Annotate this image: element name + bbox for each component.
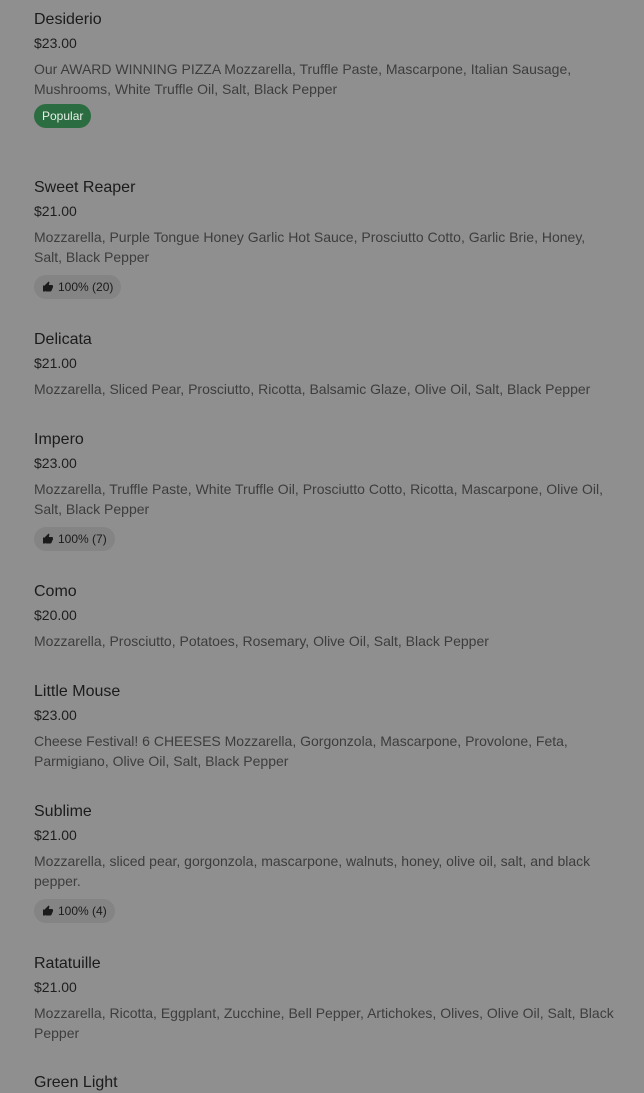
item-name: Delicata (34, 331, 92, 348)
item-price: $21.00 (34, 203, 77, 219)
thumbs-up-icon (42, 281, 54, 293)
item-price: $20.00 (34, 607, 77, 623)
menu-item-sweet-reaper[interactable] (34, 178, 614, 299)
menu-item-impero[interactable] (34, 430, 614, 551)
thumbs-up-icon (42, 905, 54, 917)
popular-badge: Popular (34, 104, 91, 128)
item-description: Mozzarella, Purple Tongue Honey Garlic Hot Sauce, Prosciutto Cotto, Garlic Brie, Honey, Salt, Black Pepper (34, 229, 586, 265)
item-description: Cheese Festival! 6 CHEESES Mozzarella, Gorgonzola, Mascarpone, Provolone, Feta, Parmigiano, Olive Oil, Salt, Black Pepper (34, 733, 568, 769)
item-price: $21.00 (34, 979, 77, 995)
menu-item-delicata[interactable] (34, 330, 614, 399)
menu-item-green-light[interactable] (34, 1073, 614, 1093)
item-description: Mozzarella, Truffle Paste, White Truffle Oil, Prosciutto Cotto, Ricotta, Mascarpone, Olive Oil, Salt, Black Pepper (34, 481, 604, 517)
item-name: Ratatuille (34, 955, 101, 972)
rating-text: 100% (20) (58, 280, 114, 294)
thumbs-up-icon (42, 533, 54, 545)
item-name: Como (34, 583, 77, 600)
rating-chip (34, 275, 121, 299)
item-price: $23.00 (34, 707, 77, 723)
rating-chip (34, 527, 115, 551)
menu-item-little-mouse[interactable] (34, 682, 614, 771)
menu-item-ratatuille[interactable] (34, 954, 614, 1043)
rating-text: 100% (7) (58, 532, 107, 546)
item-description: Our AWARD WINNING PIZZA Mozzarella, Truffle Paste, Mascarpone, Italian Sausage, Mushrooms, White Truffle Oil, Salt, Black Pepper (34, 61, 572, 97)
item-name: Sweet Reaper (34, 179, 136, 196)
item-name: Impero (34, 431, 84, 448)
item-price: $23.00 (34, 35, 77, 51)
menu-item-desiderio[interactable] (34, 10, 614, 128)
rating-text: 100% (4) (58, 904, 107, 918)
item-name: Desiderio (34, 11, 102, 28)
rating-chip (34, 899, 115, 923)
item-description: Mozzarella, Ricotta, Eggplant, Zucchine, Bell Pepper, Artichokes, Olives, Olive Oil, Salt, Black Pepper (34, 1005, 614, 1041)
item-description: Mozzarella, Sliced Pear, Prosciutto, Ricotta, Balsamic Glaze, Olive Oil, Salt, Black Pepper (34, 381, 591, 397)
item-name: Sublime (34, 803, 92, 820)
menu-item-como[interactable] (34, 582, 614, 651)
item-description: Mozzarella, sliced pear, gorgonzola, mascarpone, walnuts, honey, olive oil, salt, and black pepper. (34, 853, 591, 889)
item-description: Mozzarella, Prosciutto, Potatoes, Rosemary, Olive Oil, Salt, Black Pepper (34, 633, 489, 649)
menu-item-sublime[interactable] (34, 802, 614, 923)
item-name: Green Light (34, 1074, 118, 1091)
item-price: $23.00 (34, 455, 77, 471)
item-price: $21.00 (34, 355, 77, 371)
item-price: $21.00 (34, 827, 77, 843)
item-name: Little Mouse (34, 683, 121, 700)
